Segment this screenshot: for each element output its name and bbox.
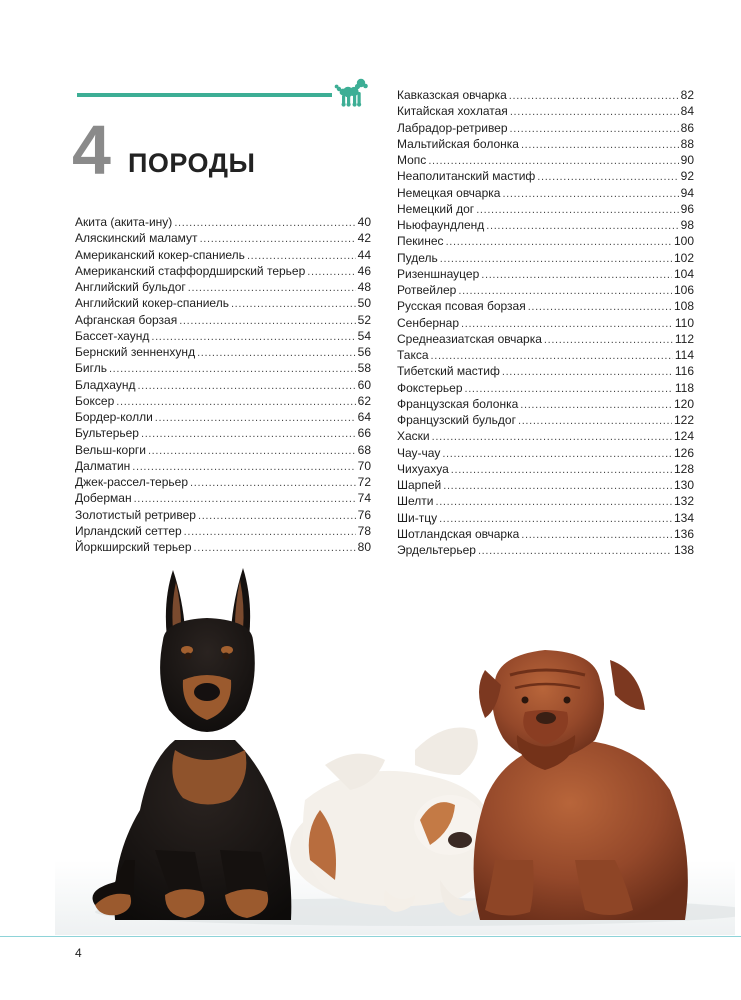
toc-dot-leader: [155, 410, 356, 425]
toc-entry-title: Ротвейлер: [397, 283, 457, 297]
toc-entry-title: Бигль: [75, 361, 107, 376]
toc-entry: [397, 282, 694, 298]
toc-entry-page: 86: [680, 120, 694, 135]
toc-entry-page: 72: [357, 475, 371, 489]
toc-entry: [75, 328, 371, 344]
toc-entry-page: 80: [357, 540, 371, 554]
toc-entry-page: 120: [673, 396, 694, 411]
poodle-dog-icon: [334, 77, 370, 109]
toc-dot-leader: [428, 153, 678, 168]
toc-entry-title: Джек-рассел-терьер: [75, 475, 189, 489]
footer-rule: [0, 936, 741, 937]
toc-entry: [397, 185, 694, 201]
toc-entry-page: 44: [357, 247, 371, 262]
toc-entry-title: Французский бульдог: [397, 413, 516, 427]
toc-entry-page: 40: [357, 215, 371, 229]
toc-entry-page: 112: [674, 331, 694, 346]
toc-entry: [75, 263, 371, 279]
toc-entry: [397, 477, 694, 493]
toc-entry-title: Йоркширский терьер: [75, 540, 192, 554]
toc-entry-page: 110: [674, 315, 694, 330]
toc-entry: [75, 490, 371, 506]
chapter-number: 4: [72, 111, 111, 189]
toc-entry: [397, 168, 694, 184]
toc-dot-leader: [502, 186, 678, 201]
toc-entry: [75, 523, 371, 539]
toc-entry-title: Бультерьер: [75, 426, 139, 441]
toc-entry-title: Пудель: [397, 250, 438, 265]
toc-entry-page: 92: [680, 169, 694, 184]
toc-column-left: [75, 214, 371, 555]
toc-dot-leader: [200, 231, 356, 246]
toc-entry-page: 124: [673, 429, 694, 444]
toc-dot-leader: [465, 381, 673, 396]
toc-entry-title: Шелти: [397, 494, 434, 509]
toc-entry-title: Русская псовая борзая: [397, 299, 526, 314]
toc-dot-leader: [440, 251, 672, 266]
toc-entry: [397, 120, 694, 136]
toc-dot-leader: [442, 446, 672, 461]
toc-entry: [75, 295, 371, 311]
toc-dot-leader: [509, 88, 679, 103]
toc-entry-title: Фокстерьер: [397, 380, 463, 395]
toc-entry-title: Сенбернар: [397, 315, 460, 330]
toc-entry-page: 100: [673, 234, 694, 249]
toc-dot-leader: [132, 459, 355, 474]
toc-entry-page: 56: [357, 345, 371, 359]
toc-dot-leader: [458, 283, 672, 298]
toc-entry-title: Бернский зенненхунд: [75, 345, 196, 359]
toc-entry-page: 104: [673, 266, 694, 281]
toc-dot-leader: [510, 121, 679, 136]
toc-entry-title: Мопс: [397, 153, 427, 167]
toc-entry-title: Немецкая овчарка: [397, 185, 501, 200]
toc-entry-title: Мальтийская болонка: [397, 136, 519, 151]
toc-entry-title: Такса: [397, 348, 429, 362]
toc-dot-leader: [151, 329, 355, 344]
toc-entry: [397, 428, 694, 444]
toc-dot-leader: [174, 215, 355, 230]
toc-entry: [397, 347, 694, 363]
toc-dot-leader: [510, 104, 679, 119]
toc-entry-page: 126: [673, 445, 694, 460]
toc-entry-title: Лабрадор-ретривер: [397, 120, 508, 135]
toc-entry: [75, 409, 371, 425]
toc-dot-leader: [137, 378, 355, 393]
toc-entry-title: Эрдельтерьер: [397, 543, 476, 557]
toc-entry: [75, 360, 371, 376]
toc-entry-title: Тибетский мастиф: [397, 364, 500, 379]
toc-entry-page: 90: [680, 153, 694, 167]
toc-dot-leader: [451, 462, 672, 477]
page-number: 4: [75, 946, 82, 960]
toc-entry: [397, 87, 694, 103]
doberman: [93, 568, 292, 920]
toc-entry: [397, 396, 694, 412]
toc-entry: [75, 507, 371, 523]
toc-entry: [397, 542, 694, 558]
toc-entry-title: Доберман: [75, 491, 132, 506]
toc-entry-page: 94: [680, 185, 694, 200]
toc-entry: [397, 331, 694, 347]
toc-entry-page: 138: [673, 543, 694, 557]
toc-entry-page: 70: [357, 458, 371, 473]
dogue-de-bordeaux: [474, 650, 688, 920]
toc-entry-page: 50: [357, 296, 371, 311]
toc-entry-page: 102: [673, 250, 694, 265]
toc-entry: [75, 230, 371, 246]
toc-entry: [75, 474, 371, 490]
toc-entry: [397, 103, 694, 119]
toc-dot-leader: [435, 494, 671, 509]
toc-dot-leader: [486, 218, 678, 233]
toc-entry-title: Кавказская овчарка: [397, 88, 507, 102]
toc-entry: [397, 315, 694, 331]
toc-entry-page: 118: [674, 380, 694, 395]
toc-entry-title: Бордер-колли: [75, 410, 153, 424]
toc-entry-title: Хаски: [397, 429, 430, 444]
toc-entry-page: 98: [680, 218, 694, 232]
toc-entry: [397, 493, 694, 509]
toc-entry-title: Вельш-корги: [75, 442, 146, 457]
toc-entry-title: Боксер: [75, 393, 115, 408]
toc-entry-title: Китайская хохлатая: [397, 104, 508, 119]
toc-entry-title: Чихуахуа: [397, 461, 449, 476]
toc-entry-title: Американский стаффордширский терьер: [75, 263, 306, 278]
header-accent-rule: [77, 93, 332, 97]
toc-dot-leader: [194, 540, 356, 555]
toc-entry-title: Золотистый ретривер: [75, 507, 196, 522]
toc-entry: [397, 445, 694, 461]
toc-entry-title: Английский бульдог: [75, 280, 186, 294]
toc-entry-page: 68: [357, 442, 371, 457]
toc-entry: [397, 201, 694, 217]
toc-entry: [397, 412, 694, 428]
toc-dot-leader: [537, 169, 678, 184]
toc-entry: [75, 279, 371, 295]
toc-entry-title: Среднеазиатская овчарка: [397, 331, 542, 346]
toc-entry: [75, 458, 371, 474]
toc-entry: [397, 510, 694, 526]
toc-dot-leader: [461, 316, 673, 331]
toc-entry: [397, 298, 694, 314]
toc-entry: [75, 344, 371, 360]
toc-entry: [397, 217, 694, 233]
toc-dot-leader: [521, 527, 672, 542]
toc-entry-page: 60: [357, 377, 371, 392]
toc-entry-title: Ши-тцу: [397, 510, 438, 525]
toc-column-right: [397, 87, 694, 558]
toc-entry-page: 130: [673, 478, 694, 492]
toc-entry-page: 66: [357, 426, 371, 441]
toc-dot-leader: [432, 429, 672, 444]
toc-dot-leader: [197, 345, 356, 360]
toc-dot-leader: [520, 397, 672, 412]
toc-entry-page: 78: [357, 523, 371, 538]
toc-dot-leader: [431, 348, 673, 363]
toc-entry-title: Американский кокер-спаниель: [75, 247, 245, 262]
toc-entry-title: Ирландский сеттер: [75, 523, 182, 538]
toc-entry-title: Аляскинский маламут: [75, 231, 198, 246]
toc-entry-page: 52: [357, 312, 371, 327]
dogs-photo: [55, 560, 735, 935]
toc-entry-page: 46: [357, 263, 371, 278]
toc-entry-page: 106: [673, 283, 694, 297]
toc-dot-leader: [231, 296, 356, 311]
toc-entry-title: Шотландская овчарка: [397, 526, 520, 541]
toc-entry: [75, 214, 371, 230]
toc-dot-leader: [179, 313, 355, 328]
toc-entry-page: 132: [673, 494, 694, 509]
toc-dot-leader: [521, 137, 679, 152]
toc-entry: [397, 461, 694, 477]
toc-dot-leader: [148, 443, 356, 458]
toc-entry: [75, 377, 371, 393]
toc-entry-title: Акита (акита-ину): [75, 215, 173, 229]
toc-dot-leader: [476, 202, 678, 217]
toc-entry-page: 84: [680, 104, 694, 119]
toc-entry-title: Английский кокер-спаниель: [75, 296, 229, 311]
toc-dot-leader: [544, 332, 673, 347]
toc-dot-leader: [188, 280, 356, 295]
toc-entry-page: 54: [357, 328, 371, 343]
toc-entry-title: Бассет-хаунд: [75, 328, 150, 343]
toc-entry: [397, 363, 694, 379]
toc-dot-leader: [478, 543, 672, 558]
toc-entry-page: 58: [357, 361, 371, 376]
toc-entry: [75, 442, 371, 458]
toc-entry-page: 74: [357, 491, 371, 506]
toc-dot-leader: [502, 364, 673, 379]
toc-entry-title: Пекинес: [397, 234, 444, 249]
toc-entry-page: 108: [673, 299, 694, 314]
chapter-title: ПОРОДЫ: [128, 148, 256, 178]
toc-entry-page: 88: [680, 136, 694, 151]
toc-dot-leader: [446, 234, 672, 249]
toc-entry: [397, 136, 694, 152]
toc-dot-leader: [116, 394, 355, 409]
bulldog: [290, 728, 496, 917]
toc-dot-leader: [190, 475, 356, 490]
toc-entry: [397, 266, 694, 282]
toc-entry-title: Ризеншнауцер: [397, 266, 480, 281]
toc-entry-title: Ньюфаундленд: [397, 218, 485, 232]
toc-dot-leader: [481, 267, 672, 282]
toc-dot-leader: [141, 426, 356, 441]
toc-entry-page: 136: [673, 526, 694, 541]
toc-entry-page: 64: [357, 410, 371, 424]
toc-dot-leader: [198, 508, 356, 523]
toc-entry-page: 42: [357, 231, 371, 246]
toc-entry: [75, 393, 371, 409]
toc-dot-leader: [307, 264, 355, 279]
toc-entry: [397, 152, 694, 168]
toc-entry: [397, 380, 694, 396]
toc-dot-leader: [247, 248, 356, 263]
toc-entry-title: Афганская борзая: [75, 312, 178, 327]
toc-dot-leader: [109, 361, 356, 376]
toc-entry-page: 82: [680, 88, 694, 102]
toc-entry-page: 114: [674, 348, 694, 362]
toc-entry-page: 96: [680, 201, 694, 216]
toc-dot-leader: [528, 299, 672, 314]
toc-entry-page: 76: [357, 507, 371, 522]
toc-entry: [75, 312, 371, 328]
toc-entry-title: Бладхаунд: [75, 377, 136, 392]
toc-dot-leader: [443, 478, 672, 493]
toc-entry-page: 62: [357, 393, 371, 408]
toc-entry: [75, 247, 371, 263]
toc-entry-title: Неаполитанский мастиф: [397, 169, 536, 184]
toc-entry-page: 48: [357, 280, 371, 294]
toc-entry-title: Чау-чау: [397, 445, 441, 460]
toc-entry: [397, 250, 694, 266]
toc-entry-title: Французская болонка: [397, 396, 519, 411]
toc-entry: [75, 425, 371, 441]
toc-entry-title: Далматин: [75, 458, 131, 473]
toc-entry: [397, 526, 694, 542]
toc-entry-page: 122: [673, 413, 694, 427]
toc-entry: [397, 233, 694, 249]
toc-dot-leader: [184, 524, 356, 539]
toc-entry-page: 116: [674, 364, 694, 379]
toc-dot-leader: [518, 413, 672, 428]
toc-entry-page: 134: [673, 510, 694, 525]
toc-dot-leader: [134, 491, 356, 506]
toc-entry-title: Немецкий дог: [397, 201, 475, 216]
toc-entry-page: 128: [673, 461, 694, 476]
toc-entry: [75, 539, 371, 555]
toc-entry-title: Шарпей: [397, 478, 442, 492]
toc-dot-leader: [439, 511, 672, 526]
